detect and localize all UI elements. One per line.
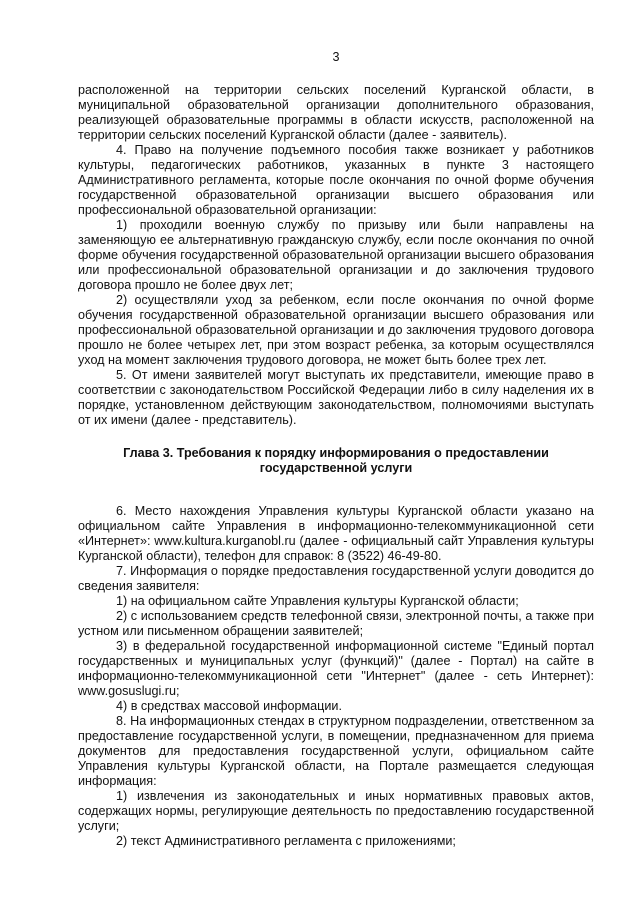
paragraph: 2) с использованием средств телефонной связи, электронной почты, а также при устном или письменном обращении заявителей; [78,609,594,638]
chapter-heading-line-2: государственной услуги [259,461,413,475]
paragraph: 2) осуществляли уход за ребенком, если после окончания по очной форме обучения государственной образовательной организации высшего образования или профессиональной образовательной организации и до заключения трудового договора прошло не более четырех лет, при этом возраст ребенка, за которым осуществлялся уход на момент заключения трудового договора, не может быть более трех лет. [78,293,594,367]
paragraph: 4) в средствах массовой информации. [116,699,342,713]
paragraph: расположенной на территории сельских поселений Курганской области, в муниципальной образовательной организации дополнительного образования, реализующей образовательные программы в области искусств, расположенной на территории сельских поселений Курганской области (далее - заявитель). [78,83,594,142]
page-number: 3 [332,50,340,64]
paragraph: 5. От имени заявителей могут выступать их представители, имеющие право в соответствии с законодательством Российской Федерации либо в силу наделения их в порядке, установленном действующим законодательством, полномочиями выступать от их имени (далее - представитель). [78,368,594,427]
chapter-heading [78,446,594,476]
paragraph: 1) извлечения из законодательных и иных нормативных правовых актов, содержащих нормы, регулирующие деятельность по предоставлению государственной услуги; [78,789,594,833]
paragraph: 1) на официальном сайте Управления культуры Курганской области; [116,594,519,608]
paragraph: 7. Информация о порядке предоставления государственной услуги доводится до сведения заявителя: [78,564,594,593]
paragraph: 1) проходили военную службу по призыву или были направлены на заменяющую ее альтернативную гражданскую службу, если после окончания по очной форме обучения государственной образовательной организации высшего образования или профессиональной образовательной организации и до заключения трудового договора прошло не более двух лет; [78,218,594,292]
paragraph: 2) текст Административного регламента с приложениями; [116,834,456,848]
paragraph: 8. На информационных стендах в структурном подразделении, ответственном за предоставление государственной услуги, в помещении, предназначенном для приема документов для предоставления государственной услуги, официальном сайте Управления культуры Курганской области, на Портале размещается следующая информация: [78,714,594,788]
paragraph: 4. Право на получение подъемного пособия также возникает у работников культуры, педагогических работников, указанных в пункте 3 настоящего Административного регламента, которые после окончания по очной форме обучения государственной образовательной организации высшего образования или профессиональной образовательной организации: [78,143,594,217]
paragraph: 3) в федеральной государственной информационной системе "Единый портал государственных и муниципальных услуг (функций)" (далее - Портал) на сайте в информационно-телекоммуникационной сети "Интернет" (далее - сеть Интернет): www.gosuslugi.ru; [78,639,594,698]
chapter-heading-line-1: Глава 3. Требования к порядку информирования о предоставлении [123,446,549,460]
paragraph: 6. Место нахождения Управления культуры Курганской области указано на официальном сайте Управления в информационно-телекоммуникационной сети «Интернет»: www.kultura.kurganobl.ru (далее - официальный сайт Управления культуры Курганской области), телефон для справок: 8 (3522) 46-49-80. [78,504,594,563]
section-paragraphs-top [78,83,594,428]
section-paragraphs-bottom [78,504,594,849]
